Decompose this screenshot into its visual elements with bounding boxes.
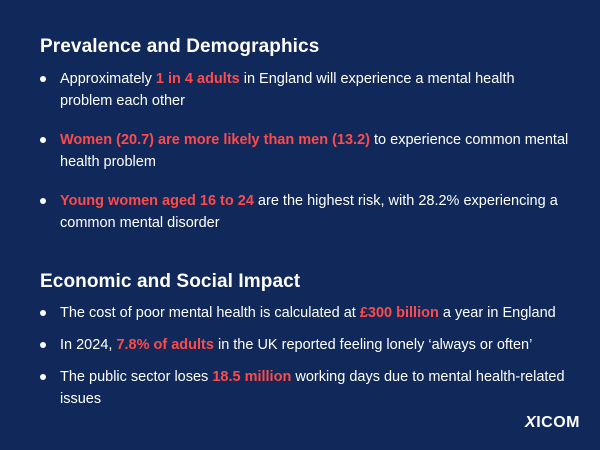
item-text-pre: In 2024, [60, 337, 117, 353]
logo-x: X [525, 414, 537, 431]
list-item [40, 68, 570, 112]
bullet-icon [40, 76, 46, 82]
item-text-post: in England will experience a mental health problem each other [60, 71, 515, 109]
economic-list [40, 302, 570, 410]
list-item [40, 190, 570, 234]
logo-rest: ICOM [536, 414, 580, 431]
item-text-pre: The cost of poor mental health is calculated at [60, 305, 360, 321]
item-highlight: 7.8% of adults [116, 337, 214, 353]
item-text-post: working days due to mental health-related issues [60, 369, 565, 407]
bullet-icon [40, 374, 46, 380]
item-highlight: Women (20.7) are more likely than men (13.2) [60, 132, 370, 148]
list-item [40, 302, 570, 324]
item-highlight: 1 in 4 adults [155, 71, 240, 87]
item-text-post: are the highest risk, with 28.2% experiencing a common mental disorder [60, 193, 558, 231]
item-text-post: a year in England [438, 305, 556, 321]
item-text-pre: The public sector loses [60, 369, 213, 385]
item-text-pre: Approximately [60, 71, 156, 87]
item-highlight: £300 billion [359, 305, 439, 321]
xicom-logo [525, 414, 580, 432]
bullet-icon [40, 342, 46, 348]
section-title-economic: Economic and Social Impact [40, 271, 301, 292]
bullet-icon [40, 198, 46, 204]
bullet-icon [40, 137, 46, 143]
section-title-prevalence: Prevalence and Demographics [40, 36, 320, 57]
list-item [40, 334, 570, 356]
item-text-post: to experience common mental health problem [60, 132, 569, 170]
item-highlight: 18.5 million [212, 369, 292, 385]
prevalence-list [40, 68, 570, 234]
item-text-post: in the UK reported feeling lonely ‘always or often’ [213, 337, 533, 353]
list-item [40, 129, 570, 173]
bullet-icon [40, 310, 46, 316]
list-item [40, 366, 570, 410]
item-highlight: Young women aged 16 to 24 [60, 193, 254, 209]
